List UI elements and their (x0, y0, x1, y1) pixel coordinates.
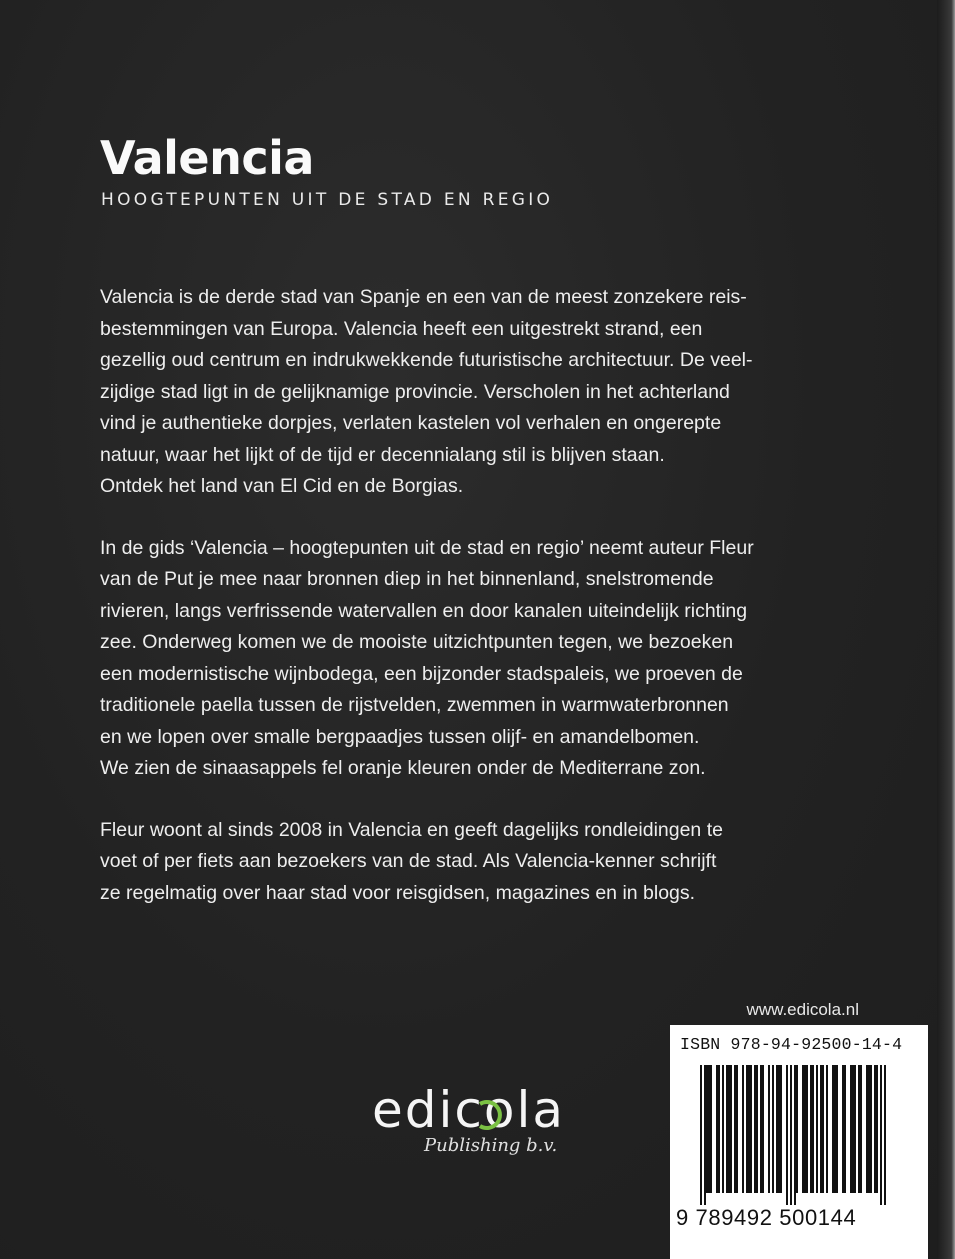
barcode-bar (832, 1065, 838, 1193)
barcode-bar (858, 1065, 862, 1193)
text-line: Fleur woont al sinds 2008 in Valencia en geeft dagelijks rondleidingen te (100, 818, 723, 841)
barcode-bar (726, 1065, 732, 1193)
barcode-bar (866, 1065, 872, 1193)
logo-wordmark: edicola (372, 1081, 566, 1139)
book-subtitle: HOOGTEPUNTEN UIT DE STAD EN REGIO (101, 190, 554, 210)
barcode-bar (786, 1065, 788, 1205)
barcode-bar (884, 1065, 886, 1205)
isbn-number: ISBN 978-94-92500-14-4 (680, 1035, 903, 1054)
ean-barcode (700, 1065, 900, 1205)
text-line: rivieren, langs verfrissende watervallen en door kanalen uiteindelijk richting (100, 599, 748, 622)
barcode-bar (794, 1065, 796, 1205)
text-line: vind je authentieke dorpjes, verlaten kastelen vol verhalen en ongerepte (100, 412, 722, 434)
blurb-paragraph (100, 282, 860, 503)
text-line: natuur, waar het lijkt of de tijd er decennialang stil is blijven staan. (100, 443, 665, 466)
barcode-bar (874, 1065, 878, 1193)
barcode-bar (796, 1065, 798, 1193)
barcode-bar (776, 1065, 782, 1193)
text-line: traditionele paella tussen de rijstvelden, zwemmen in warmwaterbronnen (100, 694, 729, 716)
text-line: zee. Onderweg komen we de mooiste uitzichtpunten tegen, we bezoeken (100, 631, 734, 653)
barcode-bar (768, 1065, 770, 1193)
barcode-bar (734, 1065, 738, 1193)
text-line: een modernistische wijnbodega, een bijzonder stadspaleis, we proeven de (100, 662, 743, 685)
barcode-bar (790, 1065, 792, 1205)
text-line: ze regelmatig over haar stad voor reisgidsen, magazines en in blogs. (100, 881, 696, 904)
barcode-bar (880, 1065, 882, 1205)
text-line: We zien de sinaasappels fel oranje kleuren onder de Mediterrane zon. (100, 757, 706, 779)
publisher-logo (372, 1080, 602, 1180)
barcode-bar (842, 1065, 846, 1193)
barcode-bar (810, 1065, 814, 1193)
barcode-bar (706, 1065, 712, 1193)
barcode-bar (754, 1065, 758, 1193)
barcode-bar (760, 1065, 764, 1193)
blurb-paragraph (100, 533, 860, 785)
barcode-bar (772, 1065, 774, 1193)
text-line: bestemmingen van Europa. Valencia heeft een uitgestrekt strand, een (100, 317, 703, 340)
author-bio-paragraph (100, 815, 860, 910)
barcode-label (670, 1025, 928, 1259)
blurb (100, 282, 860, 939)
barcode-bar (820, 1065, 824, 1193)
text-line: gezellig oud centrum en indrukwekkende futuristische architectuur. De veel- (100, 349, 753, 371)
text-line: en we lopen over smalle bergpaadjes tussen olijf- en amandelbomen. (100, 725, 700, 748)
barcode-bar (826, 1065, 828, 1193)
barcode-bar (742, 1065, 744, 1193)
book-title: Valencia (100, 131, 314, 185)
publisher-website: www.edicola.nl (746, 1000, 859, 1019)
barcode-bar (700, 1065, 702, 1205)
logo-green-arc-icon (372, 1080, 602, 1140)
barcode-bar (746, 1065, 752, 1193)
barcode-bar (802, 1065, 808, 1193)
text-line: zijdige stad ligt in de gelijknamige provincie. Verscholen in het achterland (100, 380, 730, 403)
barcode-bar (704, 1065, 706, 1205)
logo-tagline: Publishing b.v. (424, 1135, 558, 1156)
text-line: Valencia is de derde stad van Spanje en een van de meest zonzekere reis- (100, 286, 747, 308)
barcode-bar (816, 1065, 818, 1193)
barcode-digits: 9 789492 500144 (676, 1205, 857, 1230)
barcode-bar (850, 1065, 856, 1193)
barcode-bar (722, 1065, 724, 1193)
barcode-bar (716, 1065, 720, 1193)
text-line: In de gids ‘Valencia – hoogtepunten uit de stad en regio’ neemt auteur Fleur (100, 536, 754, 559)
text-line: Ontdek het land van El Cid en de Borgias. (100, 475, 464, 497)
text-line: van de Put je mee naar bronnen diep in het binnenland, snelstromende (100, 568, 714, 590)
text-line: voet of per fiets aan bezoekers van de stad. Als Valencia-kenner schrijft (100, 850, 717, 872)
book-spine-edge (937, 0, 955, 1259)
